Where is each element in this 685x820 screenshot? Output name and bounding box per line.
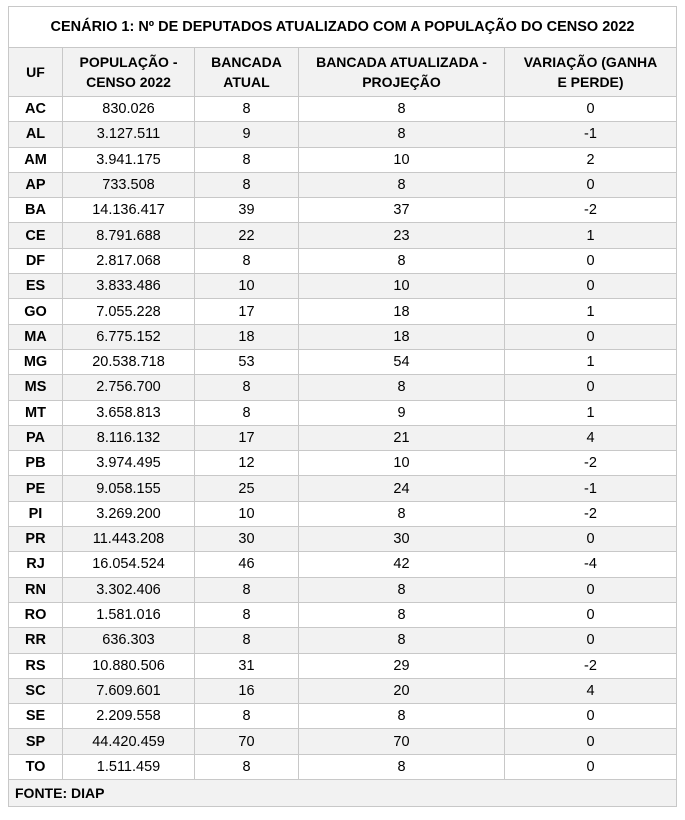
cell-projected-seats: 8 (299, 248, 505, 273)
cell-variation: -2 (505, 501, 677, 526)
table-row (9, 476, 677, 501)
cell-population: 11.443.208 (63, 527, 195, 552)
table-row (9, 501, 677, 526)
table-row (9, 552, 677, 577)
cell-current-seats: 8 (195, 704, 299, 729)
cell-current-seats: 8 (195, 754, 299, 779)
cell-variation: 0 (505, 274, 677, 299)
cell-projected-seats: 18 (299, 299, 505, 324)
cell-uf: AP (9, 172, 63, 197)
cell-uf: SP (9, 729, 63, 754)
cell-projected-seats: 8 (299, 704, 505, 729)
cell-uf: AL (9, 122, 63, 147)
cell-uf: RO (9, 602, 63, 627)
cell-projected-seats: 8 (299, 172, 505, 197)
table-row (9, 729, 677, 754)
cell-uf: PR (9, 527, 63, 552)
cell-current-seats: 46 (195, 552, 299, 577)
table-row (9, 97, 677, 122)
cell-population: 3.941.175 (63, 147, 195, 172)
cell-uf: MT (9, 400, 63, 425)
cell-uf: RJ (9, 552, 63, 577)
table-row (9, 400, 677, 425)
cell-variation: -1 (505, 476, 677, 501)
cell-variation: -2 (505, 198, 677, 223)
cell-projected-seats: 10 (299, 451, 505, 476)
cell-projected-seats: 8 (299, 754, 505, 779)
cell-population: 1.581.016 (63, 602, 195, 627)
cell-population: 7.609.601 (63, 678, 195, 703)
cell-population: 636.303 (63, 628, 195, 653)
cell-uf: TO (9, 754, 63, 779)
cell-variation: 0 (505, 375, 677, 400)
cell-population: 3.974.495 (63, 451, 195, 476)
cell-projected-seats: 8 (299, 628, 505, 653)
cell-uf: AM (9, 147, 63, 172)
table-title: CENÁRIO 1: Nº DE DEPUTADOS ATUALIZADO COM A POPULAÇÃO DO CENSO 2022 (9, 7, 677, 48)
cell-current-seats: 8 (195, 97, 299, 122)
table-row (9, 324, 677, 349)
cell-population: 2.817.068 (63, 248, 195, 273)
cell-population: 3.269.200 (63, 501, 195, 526)
cell-projected-seats: 10 (299, 147, 505, 172)
cell-uf: BA (9, 198, 63, 223)
cell-population: 8.116.132 (63, 425, 195, 450)
cell-uf: PE (9, 476, 63, 501)
cell-current-seats: 12 (195, 451, 299, 476)
table-row (9, 172, 677, 197)
cell-population: 10.880.506 (63, 653, 195, 678)
cell-current-seats: 9 (195, 122, 299, 147)
header-row (9, 48, 677, 97)
cell-population: 1.511.459 (63, 754, 195, 779)
cell-uf: PA (9, 425, 63, 450)
cell-variation: 0 (505, 577, 677, 602)
cell-uf: SE (9, 704, 63, 729)
source-note: FONTE: DIAP (9, 780, 677, 807)
cell-population: 20.538.718 (63, 349, 195, 374)
cell-uf: SC (9, 678, 63, 703)
cell-current-seats: 8 (195, 248, 299, 273)
cell-current-seats: 8 (195, 602, 299, 627)
table-row (9, 223, 677, 248)
cell-variation: -1 (505, 122, 677, 147)
cell-variation: 0 (505, 754, 677, 779)
cell-projected-seats: 18 (299, 324, 505, 349)
cell-variation: 0 (505, 628, 677, 653)
cell-variation: 0 (505, 172, 677, 197)
cell-population: 16.054.524 (63, 552, 195, 577)
cell-variation: 1 (505, 223, 677, 248)
cell-projected-seats: 24 (299, 476, 505, 501)
table-row (9, 704, 677, 729)
cell-variation: -2 (505, 653, 677, 678)
header-variation: VARIAÇÃO (GANHA E PERDE) (505, 48, 677, 97)
cell-population: 733.508 (63, 172, 195, 197)
cell-variation: 0 (505, 248, 677, 273)
table-row (9, 451, 677, 476)
cell-current-seats: 10 (195, 501, 299, 526)
cell-variation: 1 (505, 299, 677, 324)
cell-current-seats: 8 (195, 628, 299, 653)
cell-population: 6.775.152 (63, 324, 195, 349)
cell-uf: RR (9, 628, 63, 653)
cell-population: 3.302.406 (63, 577, 195, 602)
table-row (9, 274, 677, 299)
cell-current-seats: 16 (195, 678, 299, 703)
cell-uf: DF (9, 248, 63, 273)
cell-variation: 1 (505, 349, 677, 374)
cell-population: 44.420.459 (63, 729, 195, 754)
cell-projected-seats: 54 (299, 349, 505, 374)
table-row (9, 248, 677, 273)
cell-current-seats: 8 (195, 577, 299, 602)
cell-current-seats: 8 (195, 375, 299, 400)
table-row (9, 628, 677, 653)
cell-uf: AC (9, 97, 63, 122)
header-current-seats: BANCADA ATUAL (195, 48, 299, 97)
title-row (9, 7, 677, 48)
cell-uf: RN (9, 577, 63, 602)
cell-uf: MG (9, 349, 63, 374)
cell-current-seats: 22 (195, 223, 299, 248)
table-row (9, 653, 677, 678)
cell-population: 7.055.228 (63, 299, 195, 324)
cell-variation: 0 (505, 602, 677, 627)
cell-projected-seats: 23 (299, 223, 505, 248)
cell-projected-seats: 30 (299, 527, 505, 552)
header-uf: UF (9, 48, 63, 97)
table-row (9, 147, 677, 172)
cell-uf: PI (9, 501, 63, 526)
table-row (9, 198, 677, 223)
cell-uf: PB (9, 451, 63, 476)
cell-projected-seats: 42 (299, 552, 505, 577)
cell-variation: 1 (505, 400, 677, 425)
cell-current-seats: 8 (195, 172, 299, 197)
cell-variation: 0 (505, 729, 677, 754)
header-projected-seats: BANCADA ATUALIZADA - PROJEÇÃO (299, 48, 505, 97)
cell-variation: -4 (505, 552, 677, 577)
cell-variation: 0 (505, 704, 677, 729)
cell-population: 3.833.486 (63, 274, 195, 299)
cell-projected-seats: 8 (299, 375, 505, 400)
table-row (9, 122, 677, 147)
cell-projected-seats: 70 (299, 729, 505, 754)
cell-population: 2.756.700 (63, 375, 195, 400)
cell-uf: MS (9, 375, 63, 400)
cell-current-seats: 8 (195, 147, 299, 172)
table-row (9, 602, 677, 627)
cell-current-seats: 53 (195, 349, 299, 374)
cell-current-seats: 8 (195, 400, 299, 425)
cell-variation: 0 (505, 97, 677, 122)
table-row (9, 577, 677, 602)
cell-population: 14.136.417 (63, 198, 195, 223)
cell-uf: GO (9, 299, 63, 324)
cell-variation: 4 (505, 678, 677, 703)
table-row (9, 349, 677, 374)
cell-current-seats: 17 (195, 425, 299, 450)
cell-projected-seats: 37 (299, 198, 505, 223)
cell-variation: 0 (505, 324, 677, 349)
cell-variation: -2 (505, 451, 677, 476)
cell-current-seats: 30 (195, 527, 299, 552)
cell-current-seats: 18 (195, 324, 299, 349)
cell-population: 830.026 (63, 97, 195, 122)
table-row (9, 375, 677, 400)
cell-variation: 2 (505, 147, 677, 172)
cell-uf: CE (9, 223, 63, 248)
cell-uf: RS (9, 653, 63, 678)
table-row (9, 425, 677, 450)
cell-population: 3.127.511 (63, 122, 195, 147)
source-row (9, 780, 677, 807)
cell-projected-seats: 8 (299, 122, 505, 147)
cell-variation: 4 (505, 425, 677, 450)
table-row (9, 299, 677, 324)
cell-population: 8.791.688 (63, 223, 195, 248)
cell-projected-seats: 21 (299, 425, 505, 450)
cell-projected-seats: 20 (299, 678, 505, 703)
cell-projected-seats: 8 (299, 602, 505, 627)
cell-current-seats: 17 (195, 299, 299, 324)
cell-current-seats: 25 (195, 476, 299, 501)
header-population: POPULAÇÃO - CENSO 2022 (63, 48, 195, 97)
cell-uf: MA (9, 324, 63, 349)
cell-projected-seats: 9 (299, 400, 505, 425)
cell-uf: ES (9, 274, 63, 299)
cell-projected-seats: 8 (299, 97, 505, 122)
cell-projected-seats: 29 (299, 653, 505, 678)
cell-population: 2.209.558 (63, 704, 195, 729)
cell-variation: 0 (505, 527, 677, 552)
table-container (8, 6, 676, 807)
cell-current-seats: 39 (195, 198, 299, 223)
table-row (9, 678, 677, 703)
table-row (9, 527, 677, 552)
cell-current-seats: 70 (195, 729, 299, 754)
cell-projected-seats: 10 (299, 274, 505, 299)
cell-current-seats: 31 (195, 653, 299, 678)
deputies-table (8, 6, 677, 807)
cell-population: 3.658.813 (63, 400, 195, 425)
cell-population: 9.058.155 (63, 476, 195, 501)
cell-projected-seats: 8 (299, 501, 505, 526)
cell-projected-seats: 8 (299, 577, 505, 602)
cell-current-seats: 10 (195, 274, 299, 299)
table-row (9, 754, 677, 779)
